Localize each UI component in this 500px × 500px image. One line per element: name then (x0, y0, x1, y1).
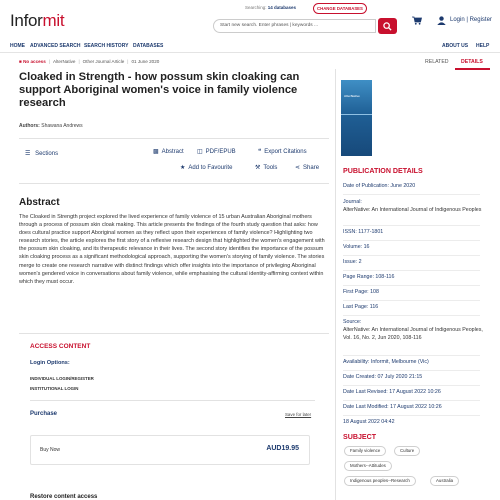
abstract-heading: Abstract (19, 197, 60, 208)
source-label: Source: (343, 319, 362, 325)
availability: Availability: Informit, Melbourne (Vic) (343, 359, 429, 365)
tools-button[interactable] (255, 164, 277, 171)
add-to-favourite-button[interactable] (180, 164, 232, 171)
first-page: First Page: 108 (343, 289, 379, 295)
lock-icon: ■ (19, 59, 22, 64)
subject-tag[interactable]: Australia (430, 476, 459, 486)
cover-title: AlterNative (344, 94, 360, 98)
row-divider (343, 300, 480, 301)
subject-heading: SUBJECT (343, 433, 377, 441)
abstract-text: The Cloaked in Strength project explored the lived experience of family violence of 15 urban Australian Aboriginal mothers through a process of possum skin cloak making. This article presents the findings of the fourth study question that asks: how does cultural practice support Aboriginal women as they reflect upon their experiences of family violence? Highlighting two research stories, the article explores the first story of a reflexive research design that highlighted the women's engagement with the possum skin cloaking, and its therapeutic relevance in their lives. The second story identifies the importance of the possum skin cloaking process as a significant methodological approach, supporting the women's storying of family violence. The stories merge to create one research narrative with distinct findings which offer insights into the importance of privileging Aboriginal women's gendered voice in conversations about family violence, while emphasising the cultural identity-affirming context within which they must occur. (19, 214, 325, 285)
divider (19, 333, 329, 334)
favourite-label: Add to Favourite (188, 165, 233, 171)
share-label: Share (303, 165, 320, 171)
page-range: Page Range: 108-116 (343, 274, 395, 280)
logo-prefix: Infor (10, 11, 43, 30)
subject-tag[interactable]: Family violence (344, 446, 386, 456)
export-citations-button[interactable] (258, 148, 307, 155)
buy-now-label: Buy Now (40, 447, 61, 453)
row-divider (343, 270, 480, 271)
logo-accent: mit (42, 11, 65, 30)
divider (19, 138, 329, 139)
abstract-label: Abstract (161, 149, 184, 155)
tab-related[interactable]: RELATED (425, 59, 449, 65)
date-last-modified: Date Last Modified: 17 August 2022 10:26 (343, 404, 442, 410)
last-page: Last Page: 116 (343, 304, 379, 310)
top-header (0, 0, 500, 40)
author-name[interactable]: Shawana Andrews (41, 123, 83, 129)
journal-detail (343, 199, 483, 215)
search-icon (383, 22, 392, 31)
article-authors (19, 123, 83, 129)
date-of-publication: Date of Publication: June 2020 (343, 183, 416, 189)
journal-label: Journal: (343, 199, 362, 205)
volume: Volume: 16 (343, 244, 370, 250)
database-count[interactable]: 14 databases (267, 5, 297, 10)
document-icon: ▩ (153, 149, 159, 155)
subject-tag[interactable]: Culture (394, 446, 420, 456)
authors-label: Authors: (19, 123, 40, 129)
row-divider (343, 225, 480, 226)
nav-home[interactable]: HOME (10, 43, 25, 49)
row-divider (343, 285, 480, 286)
user-icon[interactable] (437, 16, 446, 25)
date-last-revised: Date Last Revised: 17 August 2022 10:26 (343, 389, 441, 395)
row-divider (343, 240, 480, 241)
row-divider (343, 385, 480, 386)
row-divider (343, 415, 480, 416)
source-value: AlterNative: An International Journal of Indigenous Peoples, Vol. 16, No. 2, Jun 2020, 108-116 (343, 326, 483, 341)
restore-access-heading: Restore content access (30, 494, 98, 500)
breadcrumb-type: Other Journal Article (82, 59, 125, 64)
issn: ISSN: 1177-1801 (343, 229, 384, 235)
share-icon: ⋖ (295, 165, 301, 171)
sections-button[interactable] (25, 150, 58, 157)
publication-details-heading: PUBLICATION DETAILS (343, 167, 423, 175)
nav-databases[interactable]: DATABASES (133, 43, 164, 49)
nav-about-us[interactable]: ABOUT US (442, 43, 469, 49)
change-databases-button[interactable]: CHANGE DATABASES (313, 3, 367, 14)
wrench-icon: ⚒ (255, 165, 261, 171)
institutional-login-link[interactable]: INSTITUTIONAL LOGIN (30, 386, 79, 391)
price: AUD19.95 (266, 445, 299, 452)
pdf-label: PDF/EPUB (205, 149, 236, 155)
divider (30, 400, 315, 401)
purchase-heading: Purchase (30, 411, 58, 417)
subject-tag[interactable]: Indigenous peoples--Research (344, 476, 416, 486)
access-status: No access (23, 59, 46, 64)
tab-details[interactable]: DETAILS (461, 59, 483, 65)
abstract-button[interactable] (153, 148, 184, 155)
search-input[interactable]: Start new search. Enter phrases | keywords ... (213, 19, 376, 33)
cover-band (341, 114, 372, 115)
share-button[interactable] (295, 164, 319, 171)
list-icon: ☰ (25, 151, 31, 157)
searching-info (245, 5, 296, 10)
sections-label: Sections (35, 151, 59, 157)
tools-label: Tools (263, 165, 278, 171)
individual-login-link[interactable]: INDIVIDUAL LOGIN/REGISTER (30, 376, 94, 381)
search-button[interactable] (378, 18, 397, 34)
login-register-link[interactable]: Login | Register (450, 17, 492, 23)
searching-label: Searching: (245, 5, 267, 10)
export-label: Export Citations (264, 149, 307, 155)
panel-border (335, 69, 336, 500)
journal-cover-image[interactable] (341, 80, 372, 156)
row-divider (343, 400, 480, 401)
divider (19, 183, 329, 184)
quote-icon: ❝ (258, 149, 262, 155)
row-divider (343, 255, 480, 256)
subject-tag[interactable]: Mothers--Attitudes (344, 461, 392, 471)
nav-advanced-search[interactable]: ADVANCED SEARCH (30, 43, 81, 49)
row-divider (343, 370, 480, 371)
access-content-heading: ACCESS CONTENT (30, 343, 91, 350)
cart-icon[interactable] (412, 16, 422, 25)
date-extra: 18 August 2022 04:42 (343, 419, 395, 425)
main-navigation (0, 40, 500, 53)
active-tab-indicator (455, 68, 490, 70)
row-divider (343, 315, 480, 316)
pdf-epub-button[interactable] (197, 148, 236, 155)
source-detail (343, 319, 483, 342)
issue: Issue: 2 (343, 259, 362, 265)
informit-logo[interactable] (10, 11, 64, 31)
save-for-later-link[interactable]: Save for later (285, 412, 312, 417)
breadcrumb: ■ No access | AlterNative | Other Journal Article | 01 June 2020 (19, 59, 160, 64)
nav-search-history[interactable]: SEARCH HISTORY (84, 43, 129, 49)
date-created: Date Created: 07 July 2020 21:15 (343, 374, 423, 380)
row-divider (343, 194, 480, 195)
breadcrumb-journal[interactable]: AlterNative (53, 59, 76, 64)
buy-now-option[interactable] (30, 435, 310, 465)
file-icon: ◫ (197, 149, 203, 155)
breadcrumb-date: 01 June 2020 (131, 59, 160, 64)
row-divider (343, 355, 480, 356)
journal-value[interactable]: AlterNative: An International Journal of Indigenous Peoples (343, 206, 482, 213)
article-title: Cloaked in Strength - how possum skin cloaking can support Aboriginal women's voice in family violence research (19, 71, 300, 110)
star-icon: ★ (180, 165, 186, 171)
login-options-heading: Login Options: (30, 360, 70, 366)
nav-help[interactable]: HELP (476, 43, 490, 49)
